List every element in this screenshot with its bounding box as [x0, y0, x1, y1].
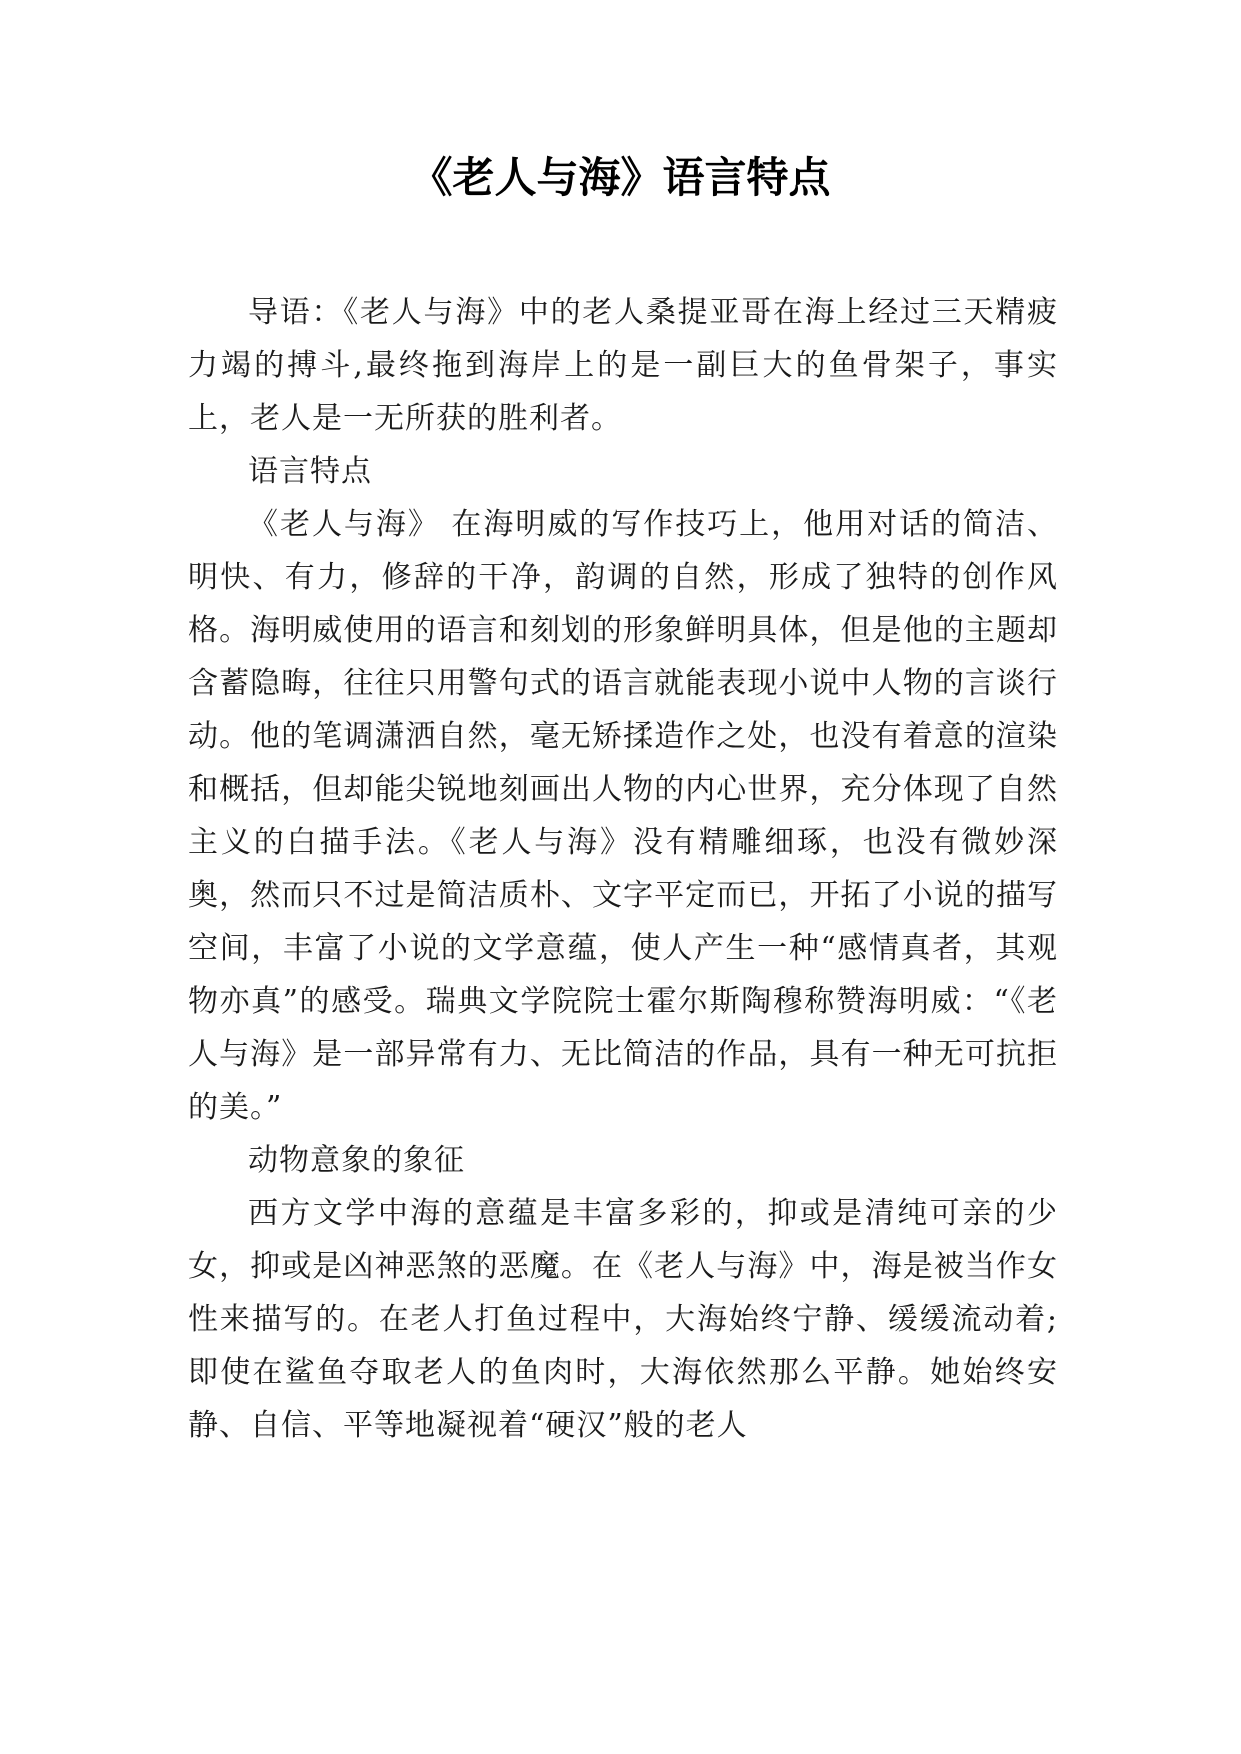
animal-imagery-paragraph: 西方文学中海的意蕴是丰富多彩的，抑或是清纯可亲的少女，抑或是凶神恶煞的恶魔。在《老人与海》中，海是被当作女性来描写的。在老人打鱼过程中，大海始终宁静、缓缓流动着;即使在鲨鱼夺取老人的鱼肉时，大海依然那么平静。她始终安静、自信、平等地凝视着“硬汉”般的老人	[188, 1196, 1058, 1443]
language-features-paragraph: 《老人与海》 在海明威的写作技巧上，他用对话的简洁、明快、有力，修辞的干净，韵调的自然，形成了独特的创作风格。海明威使用的语言和刻划的形象鲜明具体，但是他的主题却含蓄隐晦，往往只用警句式的语言就能表现小说中人物的言谈行动。他的笔调潇洒自然，毫无矫揉造作之处，也没有着意的渲染和概括，但却能尖锐地刻画出人物的内心世界，充分体现了自然主义的白描手法。《老人与海》没有精雕细琢，也没有微妙深奥，然而只不过是简洁质朴、文字平定而已，开拓了小说的描写空间，丰富了小说的文学意蕴，使人产生一种“感情真者，其观物亦真”的感受。瑞典文学院院士霍尔斯陶穆称赞海明威：“《老人与海》是一部异常有力、无比简洁的作品，具有一种无可抗拒的美。”	[188, 507, 1058, 1125]
section-heading-language-features: 语言特点	[248, 454, 372, 489]
section-heading-animal-imagery: 动物意象的象征	[248, 1143, 465, 1178]
intro-paragraph: 导语：《老人与海》中的老人桑提亚哥在海上经过三天精疲力竭的搏斗,最终拖到海岸上的是一副巨大的鱼骨架子，事实上，老人是一无所获的胜利者。	[188, 295, 1058, 436]
document-body	[188, 286, 1058, 1452]
document-title: 《老人与海》语言特点	[410, 153, 831, 202]
